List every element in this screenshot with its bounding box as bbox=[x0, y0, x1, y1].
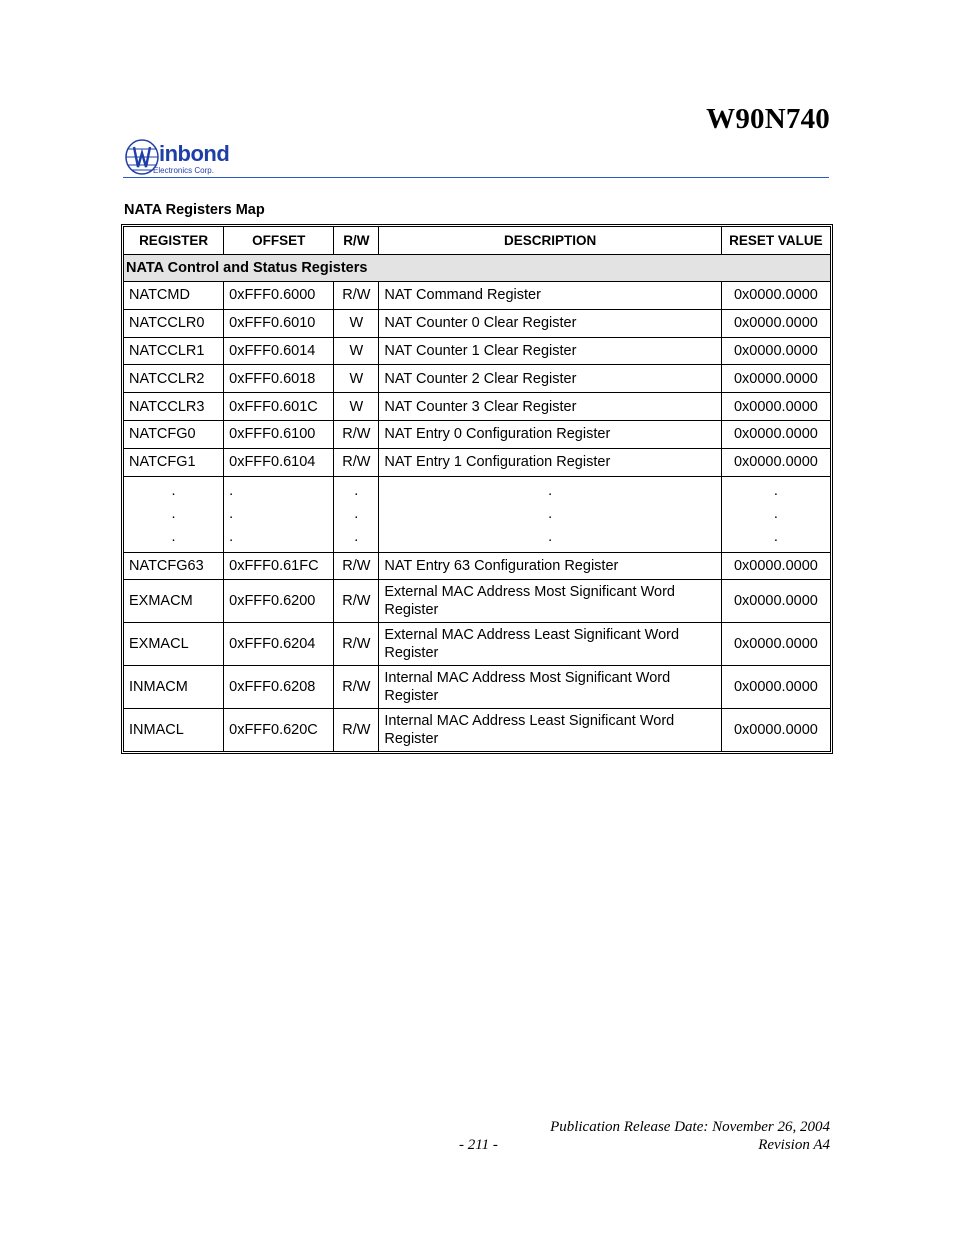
section-heading: NATA Registers Map bbox=[124, 202, 265, 218]
header-rule bbox=[123, 177, 829, 178]
logo-subtitle: Electronics Corp. bbox=[153, 166, 214, 175]
ellipsis-dot: . bbox=[354, 483, 359, 500]
cell-offset: 0xFFF0.6208 bbox=[224, 666, 334, 709]
table-header-row bbox=[124, 227, 831, 255]
cell-rw: R/W bbox=[334, 552, 379, 580]
cell-register: EXMACL bbox=[124, 623, 224, 666]
ellipsis-cell bbox=[334, 476, 379, 552]
ellipsis-cell bbox=[721, 476, 830, 552]
footer-revision: Revision A4 bbox=[758, 1137, 830, 1153]
cell-reset-value: 0x0000.0000 bbox=[721, 282, 830, 310]
winbond-logo bbox=[125, 137, 255, 179]
ellipsis-cell bbox=[379, 476, 721, 552]
cell-register: NATCFG63 bbox=[124, 552, 224, 580]
table-row bbox=[124, 580, 831, 623]
ellipsis-dot: . bbox=[548, 529, 553, 546]
cell-offset: 0xFFF0.61FC bbox=[224, 552, 334, 580]
table-row bbox=[124, 623, 831, 666]
ellipsis-dot: . bbox=[773, 483, 778, 500]
cell-register: INMACL bbox=[124, 709, 224, 752]
cell-offset: 0xFFF0.6200 bbox=[224, 580, 334, 623]
cell-rw: R/W bbox=[334, 666, 379, 709]
cell-reset-value: 0x0000.0000 bbox=[721, 337, 830, 365]
cell-reset-value: 0x0000.0000 bbox=[721, 448, 830, 476]
cell-register: NATCFG0 bbox=[124, 420, 224, 448]
document-title: W90N740 bbox=[706, 103, 830, 135]
ellipsis-cell bbox=[124, 476, 224, 552]
table-row bbox=[124, 666, 831, 709]
ellipsis-row bbox=[124, 476, 831, 552]
cell-reset-value: 0x0000.0000 bbox=[721, 309, 830, 337]
cell-description: External MAC Address Most Significant Word Register bbox=[379, 580, 721, 623]
cell-rw: W bbox=[334, 365, 379, 393]
ellipsis-dot: . bbox=[229, 483, 234, 500]
table-row bbox=[124, 448, 831, 476]
cell-offset: 0xFFF0.601C bbox=[224, 393, 334, 421]
column-header-offset: OFFSET bbox=[224, 227, 334, 255]
cell-description: Internal MAC Address Least Significant Word Register bbox=[379, 709, 721, 752]
cell-description: NAT Counter 2 Clear Register bbox=[379, 365, 721, 393]
ellipsis-dot: . bbox=[548, 506, 553, 523]
cell-reset-value: 0x0000.0000 bbox=[721, 552, 830, 580]
cell-rw: R/W bbox=[334, 623, 379, 666]
ellipsis-dot: . bbox=[229, 529, 234, 546]
cell-reset-value: 0x0000.0000 bbox=[721, 623, 830, 666]
registers-table-frame bbox=[121, 224, 833, 754]
cell-register: NATCCLR0 bbox=[124, 309, 224, 337]
footer-page-number: - 211 - bbox=[459, 1137, 498, 1153]
cell-reset-value: 0x0000.0000 bbox=[721, 709, 830, 752]
ellipsis-cell bbox=[224, 476, 334, 552]
table-row bbox=[124, 282, 831, 310]
column-header-register: REGISTER bbox=[124, 227, 224, 255]
cell-register: NATCCLR1 bbox=[124, 337, 224, 365]
cell-offset: 0xFFF0.620C bbox=[224, 709, 334, 752]
section-label: NATA Control and Status Registers bbox=[124, 255, 831, 282]
cell-description: NAT Command Register bbox=[379, 282, 721, 310]
cell-rw: R/W bbox=[334, 709, 379, 752]
table-row bbox=[124, 365, 831, 393]
ellipsis-dot: . bbox=[171, 483, 176, 500]
ellipsis-dot: . bbox=[171, 506, 176, 523]
column-header-rw: R/W bbox=[334, 227, 379, 255]
cell-rw: R/W bbox=[334, 420, 379, 448]
cell-rw: R/W bbox=[334, 580, 379, 623]
cell-description: NAT Entry 63 Configuration Register bbox=[379, 552, 721, 580]
section-row bbox=[124, 255, 831, 282]
cell-description: NAT Counter 3 Clear Register bbox=[379, 393, 721, 421]
cell-reset-value: 0x0000.0000 bbox=[721, 666, 830, 709]
column-header-reset-value: RESET VALUE bbox=[721, 227, 830, 255]
ellipsis-dot: . bbox=[354, 506, 359, 523]
registers-table bbox=[123, 226, 831, 752]
ellipsis-dot: . bbox=[171, 529, 176, 546]
cell-offset: 0xFFF0.6018 bbox=[224, 365, 334, 393]
cell-register: NATCCLR2 bbox=[124, 365, 224, 393]
cell-register: NATCMD bbox=[124, 282, 224, 310]
cell-description: NAT Entry 1 Configuration Register bbox=[379, 448, 721, 476]
cell-description: External MAC Address Least Significant Word Register bbox=[379, 623, 721, 666]
cell-reset-value: 0x0000.0000 bbox=[721, 420, 830, 448]
cell-register: INMACM bbox=[124, 666, 224, 709]
ellipsis-dot: . bbox=[773, 529, 778, 546]
cell-description: NAT Entry 0 Configuration Register bbox=[379, 420, 721, 448]
table-row bbox=[124, 309, 831, 337]
ellipsis-dot: . bbox=[229, 506, 234, 523]
cell-offset: 0xFFF0.6204 bbox=[224, 623, 334, 666]
cell-register: NATCCLR3 bbox=[124, 393, 224, 421]
cell-description: NAT Counter 0 Clear Register bbox=[379, 309, 721, 337]
cell-reset-value: 0x0000.0000 bbox=[721, 365, 830, 393]
cell-rw: R/W bbox=[334, 448, 379, 476]
cell-register: EXMACM bbox=[124, 580, 224, 623]
ellipsis-dot: . bbox=[773, 506, 778, 523]
cell-offset: 0xFFF0.6100 bbox=[224, 420, 334, 448]
cell-description: Internal MAC Address Most Significant Word Register bbox=[379, 666, 721, 709]
cell-offset: 0xFFF0.6000 bbox=[224, 282, 334, 310]
table-row bbox=[124, 337, 831, 365]
cell-description: NAT Counter 1 Clear Register bbox=[379, 337, 721, 365]
ellipsis-dot: . bbox=[354, 529, 359, 546]
cell-offset: 0xFFF0.6010 bbox=[224, 309, 334, 337]
cell-register: NATCFG1 bbox=[124, 448, 224, 476]
cell-rw: W bbox=[334, 337, 379, 365]
table-row bbox=[124, 552, 831, 580]
table-row bbox=[124, 393, 831, 421]
table-row bbox=[124, 709, 831, 752]
logo-wordmark: inbond bbox=[159, 141, 230, 166]
cell-rw: R/W bbox=[334, 282, 379, 310]
cell-rw: W bbox=[334, 309, 379, 337]
cell-offset: 0xFFF0.6014 bbox=[224, 337, 334, 365]
ellipsis-dot: . bbox=[548, 483, 553, 500]
cell-reset-value: 0x0000.0000 bbox=[721, 393, 830, 421]
cell-rw: W bbox=[334, 393, 379, 421]
footer-release-date: Publication Release Date: November 26, 2004 bbox=[550, 1119, 830, 1135]
column-header-description: DESCRIPTION bbox=[379, 227, 721, 255]
table-row bbox=[124, 420, 831, 448]
cell-offset: 0xFFF0.6104 bbox=[224, 448, 334, 476]
cell-reset-value: 0x0000.0000 bbox=[721, 580, 830, 623]
